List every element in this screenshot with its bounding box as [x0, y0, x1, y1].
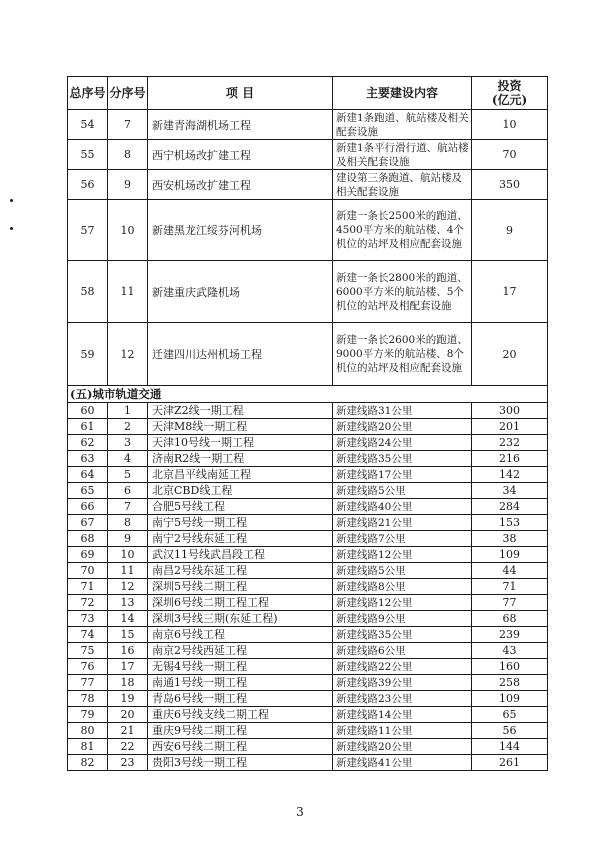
table-row [68, 755, 548, 771]
row-invest: 9 [472, 200, 548, 261]
row-project: 南宁5号线一期工程 [148, 515, 333, 531]
row-sub-no: 9 [108, 531, 148, 547]
row-content: 新建一条长2500米的跑道、4500平方米的航站楼、4个机位的站坪及相应配套设施 [333, 200, 472, 261]
row-sub-no: 20 [108, 707, 148, 723]
row-content: 新建线路41公里 [333, 755, 472, 771]
row-content: 新建线路11公里 [333, 723, 472, 739]
row-invest: 20 [472, 323, 548, 386]
row-project: 天津10号线一期工程 [148, 435, 333, 451]
header-invest-line2: (亿元) [491, 93, 528, 107]
row-total-no: 56 [68, 170, 108, 200]
row-sub-no: 11 [108, 563, 148, 579]
row-project: 北京CBD线工程 [148, 483, 333, 499]
row-total-no: 58 [68, 261, 108, 323]
row-invest: 216 [472, 451, 548, 467]
row-sub-no: 8 [108, 140, 148, 170]
header-sub-no: 分序号 [108, 77, 148, 110]
row-sub-no: 5 [108, 467, 148, 483]
table-row [68, 547, 548, 563]
row-content: 新建线路20公里 [333, 419, 472, 435]
row-sub-no: 14 [108, 611, 148, 627]
row-content: 新建线路12公里 [333, 595, 472, 611]
row-project: 西安6号线二期工程 [148, 739, 333, 755]
row-total-no: 80 [68, 723, 108, 739]
row-total-no: 55 [68, 140, 108, 170]
row-content: 新建1条跑道、航站楼及相关配套设施 [333, 110, 472, 140]
table-row [68, 563, 548, 579]
row-project: 天津Z2线一期工程 [148, 403, 333, 419]
row-project: 青岛6号线一期工程 [148, 691, 333, 707]
row-invest: 109 [472, 547, 548, 563]
row-total-no: 70 [68, 563, 108, 579]
row-total-no: 59 [68, 323, 108, 386]
row-invest: 300 [472, 403, 548, 419]
row-content: 新建线路35公里 [333, 451, 472, 467]
row-project: 济南R2线一期工程 [148, 451, 333, 467]
row-content: 新建1条平行滑行道、航站楼及相关配套设施 [333, 140, 472, 170]
table-row [68, 200, 548, 261]
row-sub-no: 4 [108, 451, 148, 467]
table-row [68, 170, 548, 200]
row-invest: 144 [472, 739, 548, 755]
row-project: 重庆9号线二期工程 [148, 723, 333, 739]
row-project: 南京6号线工程 [148, 627, 333, 643]
row-sub-no: 15 [108, 627, 148, 643]
row-total-no: 66 [68, 499, 108, 515]
table-row [68, 323, 548, 386]
row-total-no: 77 [68, 675, 108, 691]
row-total-no: 63 [68, 451, 108, 467]
margin-mark-2 [10, 227, 13, 230]
row-content: 新建一条长2800米的跑道、6000平方米的航站楼、5个机位的站坪及相配套设施 [333, 261, 472, 323]
table-row [68, 515, 548, 531]
row-invest: 232 [472, 435, 548, 451]
project-table [67, 76, 548, 771]
table-row [68, 261, 548, 323]
table-row [68, 675, 548, 691]
table-row [68, 435, 548, 451]
table-row [68, 739, 548, 755]
table-row [68, 611, 548, 627]
row-sub-no: 23 [108, 755, 148, 771]
row-project: 南通1号线一期工程 [148, 675, 333, 691]
row-total-no: 62 [68, 435, 108, 451]
table-row [68, 723, 548, 739]
row-sub-no: 10 [108, 200, 148, 261]
row-invest: 261 [472, 755, 548, 771]
row-total-no: 61 [68, 419, 108, 435]
row-project: 南昌2号线东延工程 [148, 563, 333, 579]
row-sub-no: 8 [108, 515, 148, 531]
row-invest: 44 [472, 563, 548, 579]
row-content: 新建线路7公里 [333, 531, 472, 547]
row-invest: 153 [472, 515, 548, 531]
table-row [68, 483, 548, 499]
row-invest: 142 [472, 467, 548, 483]
row-sub-no: 9 [108, 170, 148, 200]
row-total-no: 74 [68, 627, 108, 643]
row-project: 深圳3号线三期(东延工程) [148, 611, 333, 627]
table-row [68, 579, 548, 595]
row-invest: 201 [472, 419, 548, 435]
row-sub-no: 19 [108, 691, 148, 707]
row-sub-no: 18 [108, 675, 148, 691]
row-sub-no: 12 [108, 323, 148, 386]
row-project: 合肥5号线工程 [148, 499, 333, 515]
row-project: 迁建四川达州机场工程 [148, 323, 333, 386]
table-row [68, 451, 548, 467]
header-total-no: 总序号 [68, 77, 108, 110]
row-invest: 71 [472, 579, 548, 595]
row-invest: 68 [472, 611, 548, 627]
row-project: 南宁2号线东延工程 [148, 531, 333, 547]
table-row [68, 419, 548, 435]
row-total-no: 57 [68, 200, 108, 261]
row-sub-no: 7 [108, 499, 148, 515]
row-total-no: 64 [68, 467, 108, 483]
table-row [68, 403, 548, 419]
header-invest-line1: 投资 [497, 79, 522, 93]
table-row [68, 467, 548, 483]
header-invest [472, 77, 548, 110]
table-row [68, 140, 548, 170]
table-row [68, 110, 548, 140]
row-project: 武汉11号线武昌段工程 [148, 547, 333, 563]
row-total-no: 75 [68, 643, 108, 659]
row-total-no: 82 [68, 755, 108, 771]
table-row [68, 691, 548, 707]
row-sub-no: 22 [108, 739, 148, 755]
row-content: 新建线路35公里 [333, 627, 472, 643]
row-content: 新建线路6公里 [333, 643, 472, 659]
header-content: 主要建设内容 [333, 77, 472, 110]
row-content: 新建线路9公里 [333, 611, 472, 627]
row-project: 贵阳3号线一期工程 [148, 755, 333, 771]
row-content: 新建线路40公里 [333, 499, 472, 515]
row-sub-no: 1 [108, 403, 148, 419]
table-row [68, 707, 548, 723]
row-total-no: 67 [68, 515, 108, 531]
page-number: 3 [296, 805, 304, 819]
row-content: 建设第三条跑道、航站楼及相关配套设施 [333, 170, 472, 200]
row-total-no: 71 [68, 579, 108, 595]
table-header-row [68, 77, 548, 110]
row-content: 新建一条长2600米的跑道、9000平方米的航站楼、8个机位的站坪及相应配套设施 [333, 323, 472, 386]
row-invest: 10 [472, 110, 548, 140]
row-total-no: 54 [68, 110, 108, 140]
section-title: (五)城市轨道交通 [68, 386, 548, 403]
table-row [68, 659, 548, 675]
table-row [68, 595, 548, 611]
row-sub-no: 17 [108, 659, 148, 675]
row-total-no: 73 [68, 611, 108, 627]
row-content: 新建线路8公里 [333, 579, 472, 595]
row-total-no: 76 [68, 659, 108, 675]
section-row [68, 386, 548, 403]
row-project: 西安机场改扩建工程 [148, 170, 333, 200]
row-invest: 109 [472, 691, 548, 707]
row-sub-no: 13 [108, 595, 148, 611]
table-row [68, 531, 548, 547]
row-content: 新建线路23公里 [333, 691, 472, 707]
row-sub-no: 16 [108, 643, 148, 659]
row-invest: 56 [472, 723, 548, 739]
row-project: 新建青海湖机场工程 [148, 110, 333, 140]
row-content: 新建线路31公里 [333, 403, 472, 419]
margin-mark-1 [10, 199, 13, 202]
row-content: 新建线路17公里 [333, 467, 472, 483]
row-invest: 38 [472, 531, 548, 547]
row-total-no: 60 [68, 403, 108, 419]
row-invest: 258 [472, 675, 548, 691]
row-invest: 350 [472, 170, 548, 200]
row-content: 新建线路5公里 [333, 563, 472, 579]
row-total-no: 65 [68, 483, 108, 499]
row-sub-no: 10 [108, 547, 148, 563]
row-project: 南京2号线西延工程 [148, 643, 333, 659]
row-sub-no: 2 [108, 419, 148, 435]
row-total-no: 78 [68, 691, 108, 707]
row-invest: 43 [472, 643, 548, 659]
row-invest: 65 [472, 707, 548, 723]
row-project: 无锡4号线一期工程 [148, 659, 333, 675]
row-content: 新建线路39公里 [333, 675, 472, 691]
row-total-no: 68 [68, 531, 108, 547]
row-project: 西宁机场改扩建工程 [148, 140, 333, 170]
row-content: 新建线路22公里 [333, 659, 472, 675]
row-sub-no: 3 [108, 435, 148, 451]
row-content: 新建线路21公里 [333, 515, 472, 531]
row-sub-no: 21 [108, 723, 148, 739]
row-content: 新建线路14公里 [333, 707, 472, 723]
row-project: 天津M8线一期工程 [148, 419, 333, 435]
row-sub-no: 12 [108, 579, 148, 595]
row-content: 新建线路12公里 [333, 547, 472, 563]
row-project: 重庆6号线支线二期工程 [148, 707, 333, 723]
row-sub-no: 7 [108, 110, 148, 140]
row-content: 新建线路5公里 [333, 483, 472, 499]
row-invest: 160 [472, 659, 548, 675]
header-project: 项 目 [148, 77, 333, 110]
table-row [68, 643, 548, 659]
row-sub-no: 6 [108, 483, 148, 499]
row-project: 新建重庆武隆机场 [148, 261, 333, 323]
row-project: 北京昌平线南延工程 [148, 467, 333, 483]
row-invest: 284 [472, 499, 548, 515]
row-project: 深圳6号线二期工程工程 [148, 595, 333, 611]
row-total-no: 72 [68, 595, 108, 611]
row-content: 新建线路24公里 [333, 435, 472, 451]
row-invest: 34 [472, 483, 548, 499]
row-total-no: 81 [68, 739, 108, 755]
row-invest: 239 [472, 627, 548, 643]
row-content: 新建线路20公里 [333, 739, 472, 755]
table-row [68, 627, 548, 643]
table-row [68, 499, 548, 515]
row-invest: 17 [472, 261, 548, 323]
row-total-no: 69 [68, 547, 108, 563]
row-invest: 70 [472, 140, 548, 170]
row-project: 深圳5号线二期工程 [148, 579, 333, 595]
row-sub-no: 11 [108, 261, 148, 323]
row-total-no: 79 [68, 707, 108, 723]
row-invest: 77 [472, 595, 548, 611]
row-project: 新建黑龙江绥芬河机场 [148, 200, 333, 261]
